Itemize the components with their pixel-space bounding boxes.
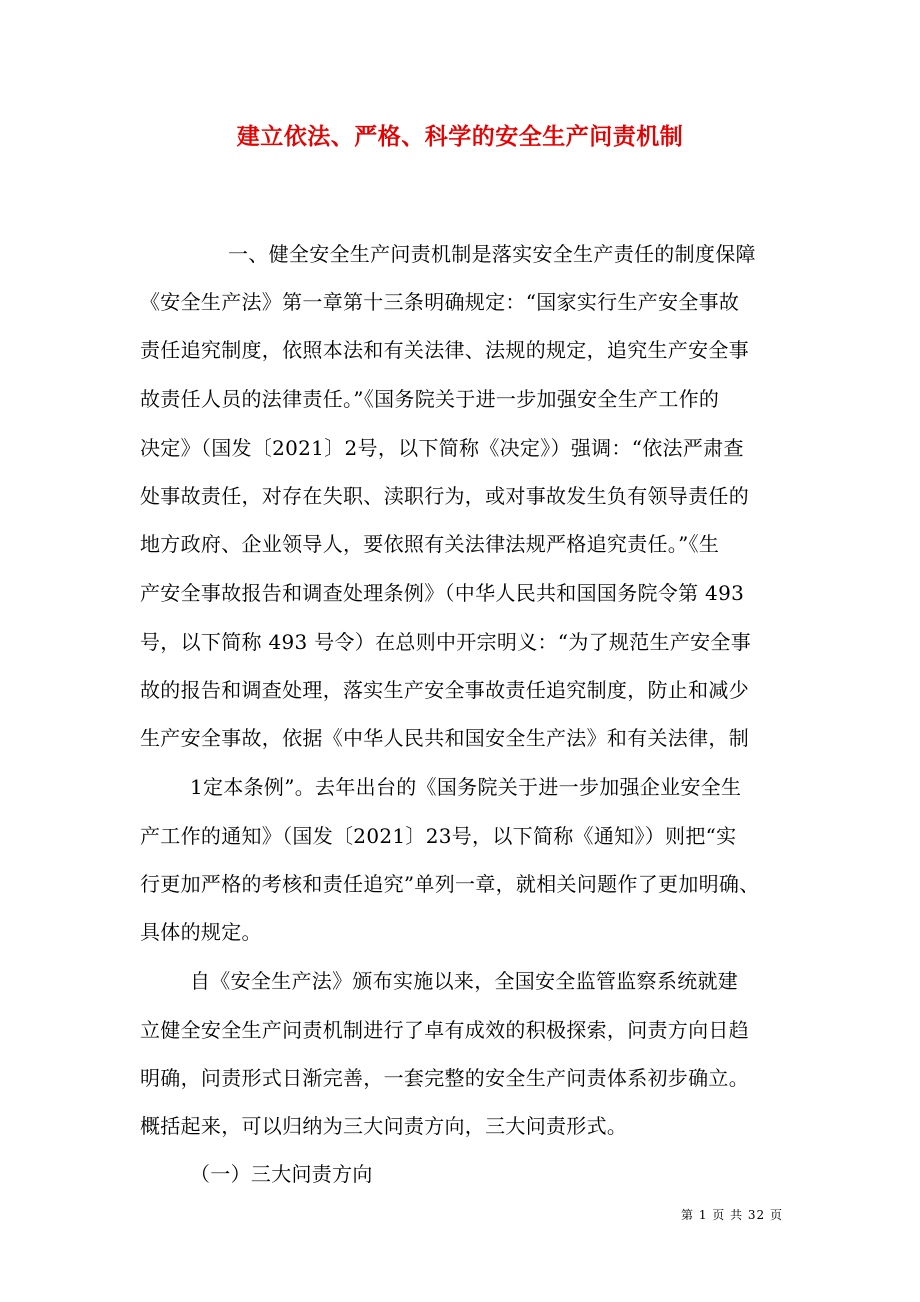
- text-line: 号，以下简称 493 号令）在总则中开宗明义：“为了规范生产安全事: [140, 630, 752, 654]
- text-line: 概括起来，可以归纳为三大问责方向，三大问责形式。: [140, 1114, 628, 1138]
- text-line: 自《安全生产法》颁布实施以来，全国安全监管监察系统就建: [190, 969, 739, 993]
- text-line: 故的报告和调查处理，落实生产安全事故责任追究制度，防止和减少: [140, 678, 749, 702]
- text-line: 责任追究制度，依照本法和有关法律、法规的规定，追究生产安全事: [140, 338, 749, 362]
- text-line: 地方政府、企业领导人，要依照有关法律法规严格追究责任。”《生: [140, 532, 720, 556]
- text-line: 决定》（国发〔2021〕2号，以下简称《决定》）强调：“依法严肃查: [140, 436, 744, 460]
- section-heading: （一）三大问责方向: [190, 1162, 373, 1186]
- page-number-footer: 第 1 页 共 32 页: [681, 1208, 783, 1222]
- text-line: 《安全生产法》第一章第十三条明确规定：“国家实行生产安全事故: [140, 290, 740, 314]
- document-title: 建立依法、严格、科学的安全生产问责机制: [236, 123, 684, 150]
- text-line: 具体的规定。: [140, 920, 262, 944]
- text-line: 故责任人员的法律责任。”《国务院关于进一步加强安全生产工作的: [140, 387, 720, 411]
- text-line: 一、健全安全生产问责机制是落实安全生产责任的制度保障: [228, 242, 756, 266]
- text-line: 1定本条例”。去年出台的《国务院关于进一步加强企业安全生: [190, 775, 742, 799]
- text-line: 生产安全事故，依据《中华人民共和国安全生产法》和有关法律，制: [140, 726, 749, 750]
- text-line: 产安全事故报告和调查处理条例》（中华人民共和国国务院令第 493: [140, 581, 745, 605]
- text-line: 处事故责任，对存在失职、渎职行为，或对事故发生负有领导责任的: [140, 484, 749, 508]
- text-line: 产工作的通知》（国发〔2021〕23号，以下简称《通知》）则把“实: [140, 824, 737, 848]
- text-line: 立健全安全生产问责机制进行了卓有成效的积极探索，问责方向日趋: [140, 1018, 749, 1042]
- text-line: 明确，问责形式日渐完善，一套完整的安全生产问责体系初步确立。: [140, 1066, 749, 1090]
- text-line: 行更加严格的考核和责任追究”单列一章，就相关问题作了更加明确、: [140, 872, 760, 896]
